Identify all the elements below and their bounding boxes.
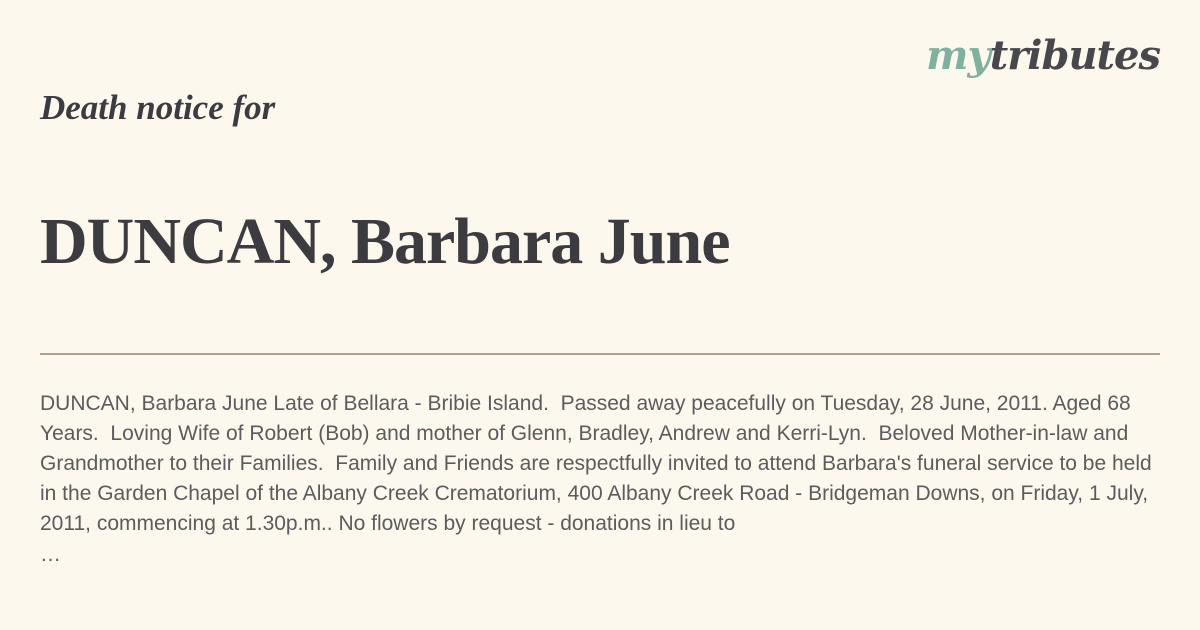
- logo-prefix-my: my: [926, 32, 990, 79]
- divider-line: [40, 353, 1160, 355]
- truncation-ellipsis: …: [40, 543, 61, 566]
- page-title-deceased-name: DUNCAN, Barbara June: [40, 205, 730, 278]
- mytributes-logo: [926, 34, 1160, 78]
- logo-suffix-tributes: tributes: [989, 32, 1160, 79]
- death-notice-body-text: DUNCAN, Barbara June Late of Bellara - Bribie Island. Passed away peacefully on Tuesday, 28 June, 2011. Aged 68 Years. Loving Wife of Robert (Bob) and mother of Glenn, Bradley, Andrew and Kerri-Lyn. Beloved Mother-in-law and Grandmother to their Families. Family and Friends are respectfully invited to attend Barbara's funeral service to be held in the Garden Chapel of the Albany Creek Crematorium, 400 Albany Creek Road - Bridgeman Downs, on Friday, 1 July, 2011, commencing at 1.30p.m.. No flowers by request - donations in lieu to: [40, 392, 1158, 535]
- eyebrow-death-notice-for: Death notice for: [40, 88, 276, 127]
